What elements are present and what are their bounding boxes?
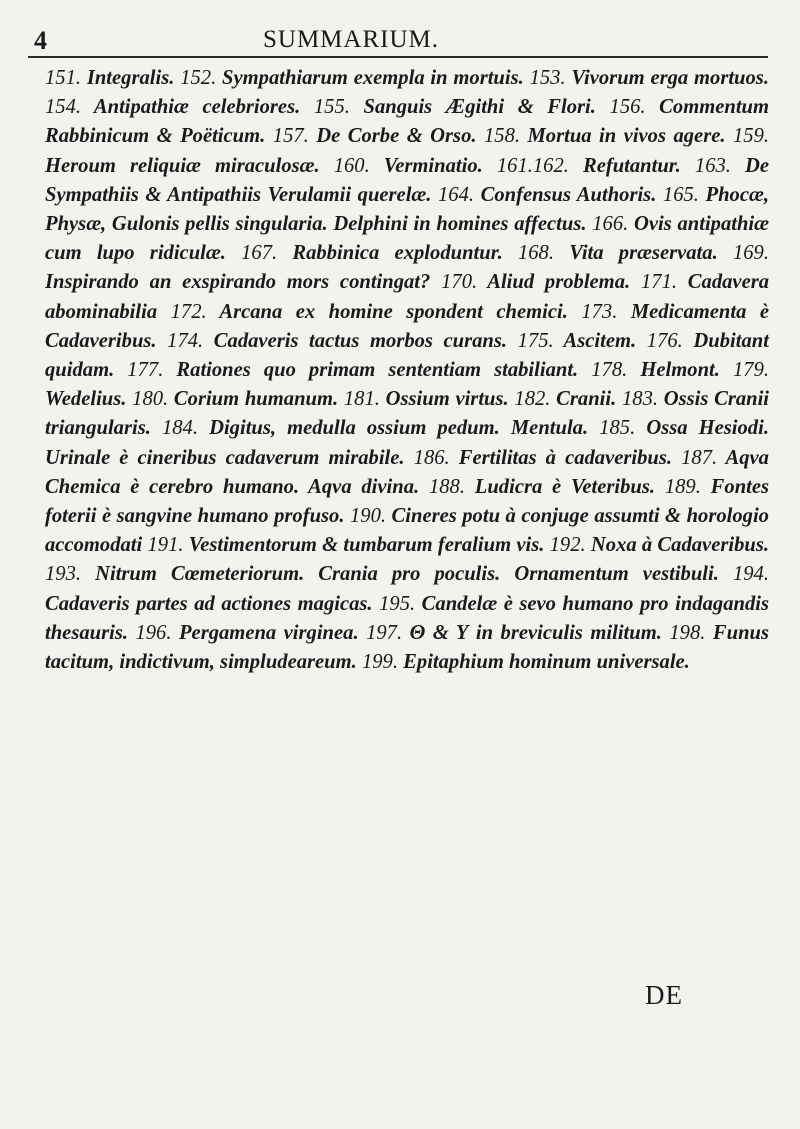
entry-text: Fontes foterii è sangvine humano profuso. [45, 475, 770, 528]
entry-number: 157. [272, 125, 309, 148]
summary-entry [362, 651, 690, 673]
summary-entry [497, 155, 681, 177]
entry-number: 170. [441, 271, 478, 294]
summary-entry [518, 242, 718, 264]
entry-number: 154. [45, 96, 82, 119]
entry-number: 158. [483, 125, 521, 148]
entry-text: Ossis Cranii triangularis. [45, 388, 770, 440]
summary-entry [308, 476, 419, 498]
summary-entry [333, 213, 586, 235]
entry-number: 176. [646, 329, 683, 352]
catchword: DE [645, 980, 683, 1010]
summary-entry [366, 622, 662, 644]
entry-number: 196. [135, 621, 172, 644]
entry-text: Mortua in vivos agere. [527, 125, 726, 148]
running-head: SUMMARIUM. [263, 26, 440, 53]
entry-number: 199. [361, 651, 398, 674]
entry-number: 189. [664, 475, 701, 498]
entry-number: 163. [694, 154, 731, 177]
summary-entry [135, 622, 358, 644]
entry-number: 174. [167, 329, 204, 352]
entry-number: 172. [170, 300, 207, 323]
entry-text: De Corbe & Orso. [316, 125, 477, 148]
entry-number: 193. [45, 563, 82, 586]
summary-entry [344, 388, 509, 410]
entry-text: Delphini in homines affectus. [333, 213, 587, 236]
summary-entry [45, 96, 300, 118]
entry-text: Aqva Chemica è cerebro humano. [45, 446, 769, 498]
entry-text: Vivorum erga mortuos. [571, 67, 769, 89]
entry-text: Vita præservata. [569, 242, 718, 265]
entry-text: Dubitant quidam. [45, 329, 769, 382]
entry-text: Phocæ, Physæ, Gulonis pellis singularia. [45, 183, 769, 236]
summary-entry [180, 67, 524, 89]
summary-entry [241, 242, 503, 264]
entry-text: Wedelius. [45, 388, 127, 411]
entry-number: 198. [669, 621, 706, 644]
entry-text: Noxa à Cadaveribus. [590, 534, 769, 557]
entry-text: Cranii. [556, 388, 617, 411]
entry-text: Antipathiæ celebriores. [93, 96, 301, 119]
entry-number: 155. [313, 96, 350, 119]
entry-number: 186. [413, 446, 450, 469]
entry-number: 188. [428, 475, 465, 498]
summary-entry [314, 96, 596, 118]
entry-number: 187. [681, 446, 718, 469]
entry-number: 173. [581, 300, 618, 323]
entry-number: 181. [343, 388, 380, 411]
entry-number: 151. [45, 67, 82, 89]
summary-entry [45, 563, 719, 585]
entry-text: Ossium virtus. [385, 388, 509, 411]
entry-text: Cadavera abominabilia [45, 271, 770, 323]
entry-text: Sympathiarum exempla in mortuis. [222, 67, 524, 89]
entry-text: Ossa Hesiodi. Urinale è cineribus cadaverum mirabile. [45, 417, 769, 469]
entry-text: Helmont. [640, 359, 720, 382]
entry-number: 153. [529, 67, 566, 89]
entry-number: 152. [180, 67, 217, 89]
entry-number: 171. [640, 271, 677, 294]
summary-entry [550, 534, 769, 556]
entry-number: 185. [599, 417, 636, 440]
summary-entry [511, 417, 588, 439]
entry-text: Mentula. [510, 417, 589, 440]
summary-entry [167, 330, 507, 352]
summary-entry [132, 388, 338, 410]
page-number: 4 [34, 26, 47, 55]
entry-number: 161.162. [496, 154, 569, 177]
summary-entry [514, 388, 616, 410]
entry-number: 156. [609, 96, 646, 119]
entry-number: 168. [517, 242, 554, 265]
entry-number: 183. [621, 388, 659, 411]
summary-entry [127, 359, 578, 381]
entry-text: Fertilitas à cadaveribus. [458, 446, 673, 469]
entry-text: Cineres potu à conjuge assumti & horologio accomodati [45, 505, 769, 557]
entry-text: Digitus, medulla ossium pedum. [209, 417, 500, 440]
entry-text: Sanguis Ægithi & Flori. [363, 96, 596, 119]
entry-text: Nitrum Cœmeteriorum. Crania pro poculis. Ornamentum vestibuli. [95, 563, 719, 586]
entry-number: 182. [514, 388, 551, 411]
entry-text: Arcana ex homine spondent chemici. [219, 300, 568, 323]
entry-text: Θ & Υ in breviculis militum. [409, 621, 662, 644]
summary-entry [429, 476, 655, 498]
summary-entry [171, 301, 568, 323]
summary-entry [441, 271, 630, 293]
summary-entry [591, 359, 720, 381]
page-header [28, 26, 768, 58]
entry-text: Heroum reliquiæ miraculosæ. [45, 154, 320, 177]
entry-number: 197. [366, 621, 403, 644]
entry-text: De Sympathiis & Antipathiis Verulamii querelæ. [45, 154, 769, 206]
entry-number: 159. [732, 125, 770, 148]
summary-entry [334, 155, 483, 177]
entry-number: 164. [438, 183, 475, 206]
summary-entry [45, 67, 174, 89]
entry-number: 184. [161, 417, 198, 440]
summary-entry [162, 417, 500, 439]
entry-number: 192. [549, 534, 586, 557]
entry-number: 179. [732, 359, 770, 382]
entry-number: 169. [732, 242, 769, 265]
entry-number: 194. [732, 563, 769, 586]
entry-text: Confensus Authoris. [480, 183, 657, 206]
entry-text: Ascitem. [563, 329, 637, 352]
entry-number: 166. [592, 213, 629, 236]
entry-number: 190. [349, 505, 387, 528]
entry-number: 195. [379, 592, 416, 615]
entry-text: Cadaveris tactus morbos curans. [213, 329, 508, 352]
summary-entry [484, 125, 726, 147]
entry-text: Vestimentorum & tumbarum feralium vis. [188, 534, 545, 557]
entry-text: Medicamenta è Cadaveribus. [45, 300, 769, 352]
entry-text: Aqva divina. [308, 475, 420, 498]
summary-entry [414, 447, 672, 469]
entry-text: Funus tacitum, indictivum, simpludeareum. [45, 621, 770, 674]
entry-text: Candelæ è sevo humano pro indagandis thesauris. [45, 592, 769, 644]
entry-number: 175. [517, 329, 554, 352]
entry-text: Pergamena virginea. [178, 621, 359, 644]
summary-entry [530, 67, 769, 89]
entry-text: Inspirando an exspirando mors contingat? [45, 271, 431, 294]
entry-text: Rationes quo primam sententiam stabiliant. [176, 359, 579, 382]
entry-text: Ludicra è Veteribus. [474, 475, 656, 498]
entry-text: Corium humanum. [173, 388, 339, 411]
entry-text: Ovis antipathiæ cum lupo ridiculæ. [45, 213, 770, 265]
summary-entry [438, 184, 656, 206]
summary-entry [273, 125, 477, 147]
entry-text: Cadaveris partes ad actiones magicas. [45, 592, 373, 615]
entry-number: 177. [127, 359, 164, 382]
entry-number: 191. [147, 534, 184, 557]
entry-text: Integralis. [86, 67, 175, 89]
summary-entry [147, 534, 544, 556]
entry-text: Refutantur. [582, 154, 681, 177]
entry-text: Aliud problema. [487, 271, 631, 294]
entry-number: 167. [241, 242, 278, 265]
entry-number: 160. [333, 154, 370, 177]
summary-text [45, 64, 769, 677]
entry-text: Epitaphium hominum universale. [403, 651, 690, 674]
entry-text: Rabbinica exploduntur. [292, 242, 503, 265]
entry-number: 165. [662, 183, 699, 206]
summary-entry [518, 330, 637, 352]
entry-text: Commentum Rabbinicum & Poëticum. [45, 96, 770, 148]
entry-number: 178. [591, 359, 628, 382]
entry-text: Verminatio. [383, 154, 483, 177]
entry-number: 180. [132, 388, 169, 411]
